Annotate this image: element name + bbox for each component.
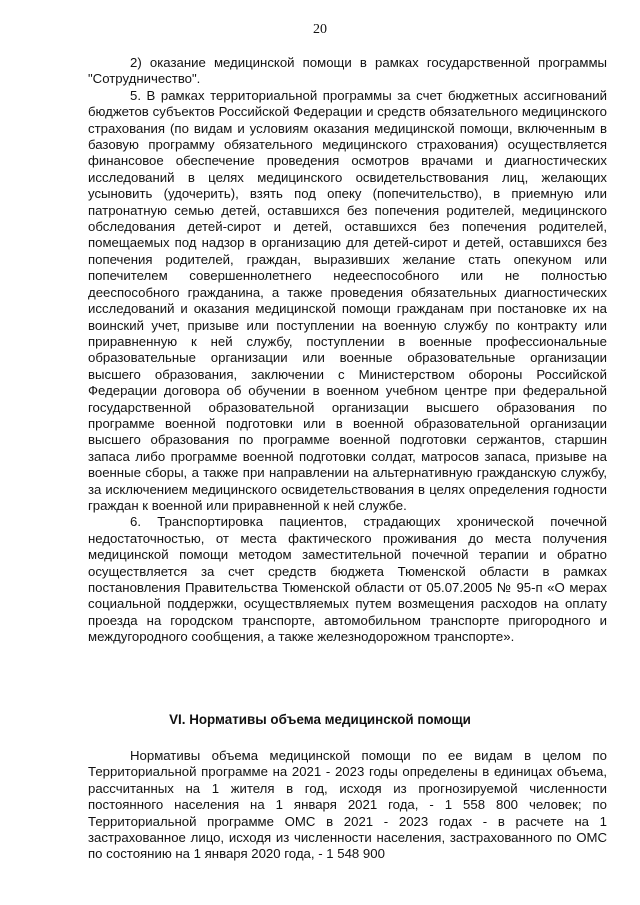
section-paragraph: Нормативы объема медицинской помощи по ее видам в целом по Территориальной программе на 2021 - 2023 годы определены в единицах объема, рассчитанных на 1 жителя в год, исходя из прогнозируемой численности постоянного населения на 1 января 2021 года, - 1 558 800 человек; по Территориальной программе ОМС в 2021 - 2023 годах - в расчете на 1 застрахованное лицо, исходя из численности населения, застрахованного по ОМС по состоянию на 1 января 2020 года, - 1 548 900 bbox=[88, 748, 607, 862]
paragraph-item-2: 2) оказание медицинской помощи в рамках государственной программы "Сотрудничество". bbox=[88, 55, 607, 87]
paragraph-item-5: 5. В рамках территориальной программы за счет бюджетных ассигнований бюджетов субъектов Российской Федерации и средств обязательного медицинского страхования (по видам и условиям оказания медицинской помощи, включенным в базовую программу обязательного медицинского страхования) осуществляется финансовое обеспечение проведения осмотров врачами и диагностических исследований в целях медицинского освидетельствования лиц, желающих усыновить (удочерить), взять под опеку (попечительство), в приемную или патронатную семью детей, оставшихся без попечения родителей, медицинского обследования детей-сирот и детей, оставшихся без попечения родителей, помещаемых под надзор в организацию для детей-сирот и детей, оставшихся без попечения родителей, граждан, выразивших желание стать опекуном или попечителем совершеннолетнего недееспособного или не полностью дееспособного гражданина, а также проведения обязательных диагностических исследований и оказания медицинской помощи гражданам при постановке их на воинский учет, призыве или поступлении на военную службу по контракту или приравненную к ней службу, поступлении в военные профессиональные образовательные организации или военные образовательные организации высшего образования, заключении с Министерством обороны Российской Федерации договора об обучении в военном учебном центре при федеральной государственной образовательной организации высшего образования по программе военной подготовки или в военной образовательной организации высшего образования по программе военной подготовки сержантов, старшин запаса либо программе военной подготовки солдат, матросов запаса, призыве на военные сборы, а также при направлении на альтернативную гражданскую службу, за исключением медицинского освидетельствования в целях определения годности граждан к военной или приравненной к ней службе. bbox=[88, 87, 607, 513]
section-text-block bbox=[88, 748, 607, 863]
paragraph-item-6: 6. Транспортировка пациентов, страдающих хронической почечной недостаточностью, от места фактического проживания до места получения медицинской помощи методом заместительной почечной терапии и обратно осуществляется за счет средств бюджета Тюменской области в рамках постановления Правительства Тюменской области от 05.07.2005 № 95-п «О мерах социальной поддержки, осуществляемых путем возмещения расходов на оплату проезда на городском транспорте, автомобильном транспорте пригородного и междугородного сообщения, а также железнодорожном транспорте». bbox=[88, 514, 607, 645]
page-number: 20 bbox=[313, 22, 327, 37]
body-text-block bbox=[88, 55, 607, 646]
section-heading: VI. Нормативы объема медицинской помощи bbox=[169, 712, 471, 727]
